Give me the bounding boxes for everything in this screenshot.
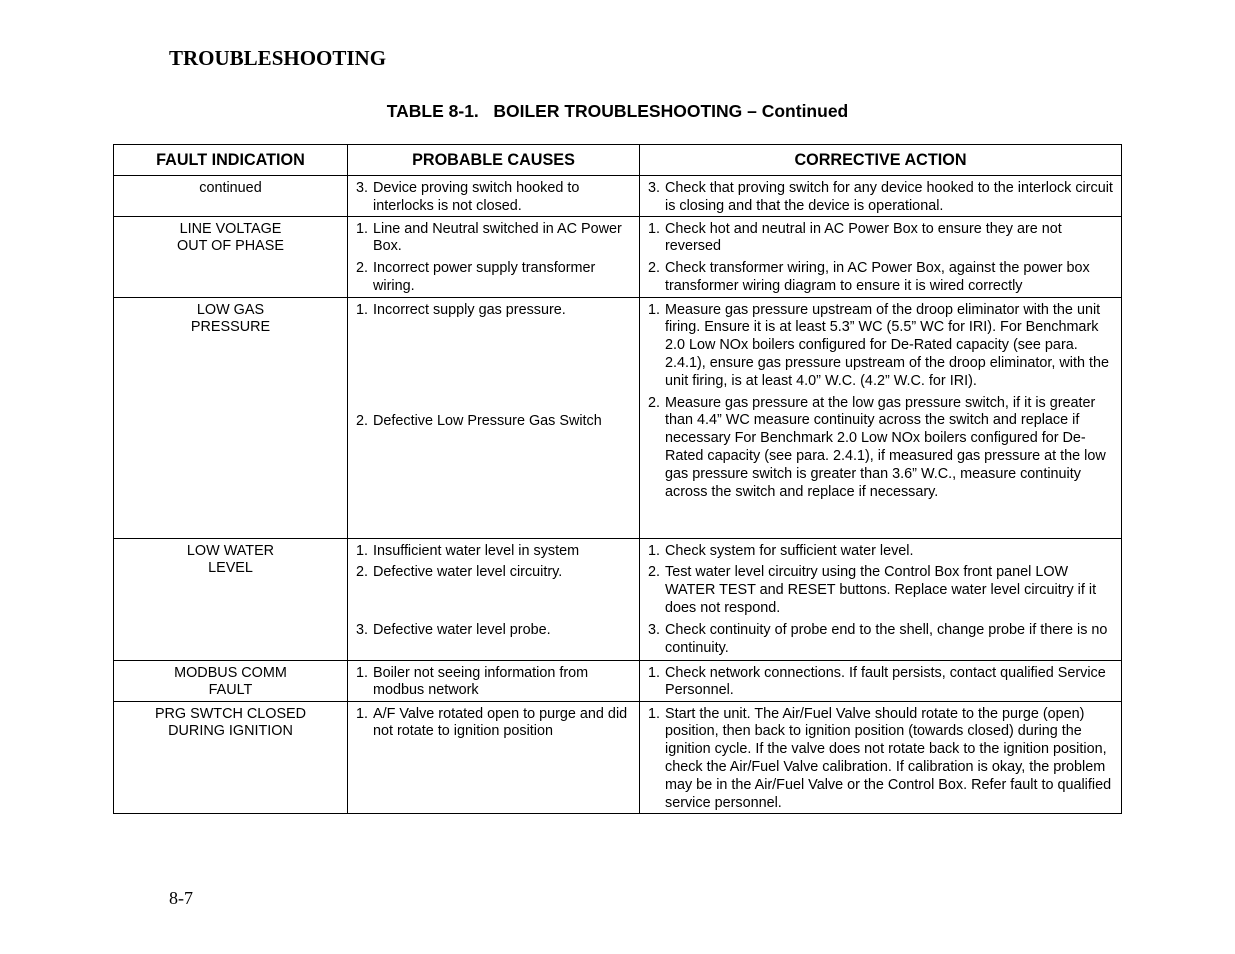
action-number: 2. (648, 564, 661, 581)
action-text: Check continuity of probe end to the shell, change probe if there is no continuity. (665, 621, 1108, 656)
cause-item (356, 221, 631, 257)
fault-cell (114, 216, 348, 297)
page-number: 8-7 (169, 888, 193, 908)
column-header-probable-causes: PROBABLE CAUSES (348, 145, 640, 176)
table-row (114, 538, 1122, 660)
action-number: 1. (648, 705, 661, 722)
fault-text: PRESSURE (190, 319, 271, 336)
section-heading: TROUBLESHOOTING (169, 46, 387, 70)
action-text: Test water level circuitry using the Control Box front panel LOW WATER TEST and RESET buttons. Replace water level circuitry if it does not respond. (665, 564, 1097, 616)
action-number: 1. (648, 301, 661, 318)
cause-text: Line and Neutral switched in AC Power Box. (373, 220, 622, 255)
action-item (648, 395, 1113, 502)
fault-cell (114, 538, 348, 660)
action-item (648, 180, 1113, 216)
cause-number: 1. (356, 220, 369, 237)
action-item (648, 564, 1113, 617)
fault-text: DURING IGNITION (168, 723, 293, 740)
action-item (648, 543, 1113, 561)
action-item (648, 260, 1113, 296)
cause-item (356, 622, 631, 640)
action-text: Check that proving switch for any device hooked to the interlock circuit is closing and that the device is operational. (665, 180, 1113, 214)
table-row (114, 297, 1122, 538)
cause-text: Boiler not seeing information from modbus network (373, 664, 589, 699)
cause-item (356, 413, 631, 431)
cause-text: Device proving switch hooked to interlocks is not closed. (373, 180, 580, 214)
causes-cell (348, 701, 640, 813)
actions-cell (640, 538, 1122, 660)
cause-item (356, 665, 631, 701)
fault-text: OUT OF PHASE (177, 238, 284, 255)
cause-number: 1. (356, 542, 369, 559)
action-text: Measure gas pressure upstream of the droop eliminator with the unit firing. Ensure it is at least 5.3” WC (5.5” WC for IRI). For Benchmark 2.0 Low NOx boilers configured for De-Rated capacity (see para. 2.4.1), ensure gas pressure upstream of the droop eliminator, with the unit firing, is at least 4.0” W.C. (4.2” W.C. for IRI). (665, 301, 1109, 389)
actions-cell (640, 176, 1122, 217)
cause-number: 2. (356, 412, 369, 429)
troubleshooting-table (113, 144, 1122, 814)
cause-text: A/F Valve rotated open to purge and did not rotate to ignition position (373, 705, 628, 740)
action-text: Check transformer wiring, in AC Power Box, against the power box transformer wiring diagram to ensure it is wired correctly (665, 260, 1090, 294)
actions-cell (640, 701, 1122, 813)
cause-text: Defective water level circuitry. (373, 564, 563, 581)
action-item (648, 622, 1113, 658)
fault-text: LEVEL (208, 560, 253, 577)
cause-text: Defective water level probe. (373, 622, 551, 639)
action-number: 3. (648, 180, 661, 196)
cause-number: 3. (356, 622, 369, 639)
column-header-corrective-action: CORRECTIVE ACTION (640, 145, 1122, 176)
action-number: 2. (648, 260, 661, 277)
table-row (114, 216, 1122, 297)
header-row (114, 145, 1122, 176)
action-number: 3. (648, 621, 661, 638)
cause-item (356, 706, 631, 742)
table-row (114, 660, 1122, 701)
causes-cell (348, 297, 640, 538)
action-text: Check system for sufficient water level. (665, 542, 914, 559)
fault-cell (114, 701, 348, 813)
cause-number: 1. (356, 664, 369, 681)
actions-cell (640, 297, 1122, 538)
actions-cell (640, 216, 1122, 297)
action-text: Measure gas pressure at the low gas pressure switch, if it is greater than 4.4” WC measure continuity across the switch and replace if necessary For Benchmark 2.0 Low NOx boilers configured for De-Rated capacity (see para. 2.4.1), if measured gas pressure at the low gas pressure switch is greater than 3.6” W.C., measure continuity across the switch and replace if necessary. (665, 394, 1106, 500)
cause-number: 1. (356, 705, 369, 722)
cause-item (356, 564, 631, 618)
fault-cell (114, 176, 348, 217)
cause-text: Incorrect supply gas pressure. (373, 301, 566, 318)
fault-text: PRG SWTCH CLOSED (154, 705, 307, 722)
cause-text: Defective Low Pressure Gas Switch (373, 412, 602, 429)
action-number: 1. (648, 664, 661, 681)
action-text: Start the unit. The Air/Fuel Valve should rotate to the purge (open) position, then back to ignition position (towards closed) during the ignition cycle. If the valve does not rotate back to the ignition position, check the Air/Fuel Valve calibration. If calibration is okay, the problem may be in the Air/Fuel Valve or the Control Box. Refer fault to qualified service personnel. (665, 705, 1112, 811)
table-header (114, 145, 1122, 176)
action-text: Check hot and neutral in AC Power Box to ensure they are not reversed (665, 220, 1062, 255)
causes-cell (348, 538, 640, 660)
action-text: Check network connections. If fault persists, contact qualified Service Personnel. (665, 664, 1106, 699)
fault-text: LOW WATER (186, 542, 275, 559)
actions-cell (640, 660, 1122, 701)
table-body (114, 176, 1122, 814)
cause-number: 2. (356, 564, 369, 581)
fault-cell (114, 297, 348, 538)
action-number: 1. (648, 542, 661, 559)
action-item (648, 706, 1113, 813)
cause-number: 1. (356, 301, 369, 318)
causes-cell (348, 216, 640, 297)
fault-text: LOW GAS (196, 301, 265, 318)
action-item (648, 302, 1113, 391)
cause-text: Insufficient water level in system (373, 542, 580, 559)
cause-item (356, 180, 631, 216)
action-item (648, 221, 1113, 257)
cause-item (356, 302, 631, 409)
cause-number: 2. (356, 260, 369, 277)
action-item (648, 665, 1113, 701)
action-number: 2. (648, 394, 661, 411)
table-caption: TABLE 8-1. BOILER TROUBLESHOOTING – Continued (386, 101, 849, 121)
causes-cell (348, 176, 640, 217)
cause-item (356, 543, 631, 561)
causes-cell (348, 660, 640, 701)
cause-number: 3. (356, 180, 369, 196)
column-header-fault-indication: FAULT INDICATION (114, 145, 348, 176)
table-row (114, 701, 1122, 813)
cause-item (356, 260, 631, 296)
table-row (114, 176, 1122, 217)
fault-text: LINE VOLTAGE (179, 220, 282, 237)
fault-text: MODBUS COMM (174, 664, 287, 681)
fault-cell (114, 660, 348, 701)
fault-text: FAULT (208, 682, 253, 699)
cause-text: Incorrect power supply transformer wiring. (373, 260, 596, 294)
fault-text: continued (199, 180, 262, 196)
action-number: 1. (648, 220, 661, 237)
